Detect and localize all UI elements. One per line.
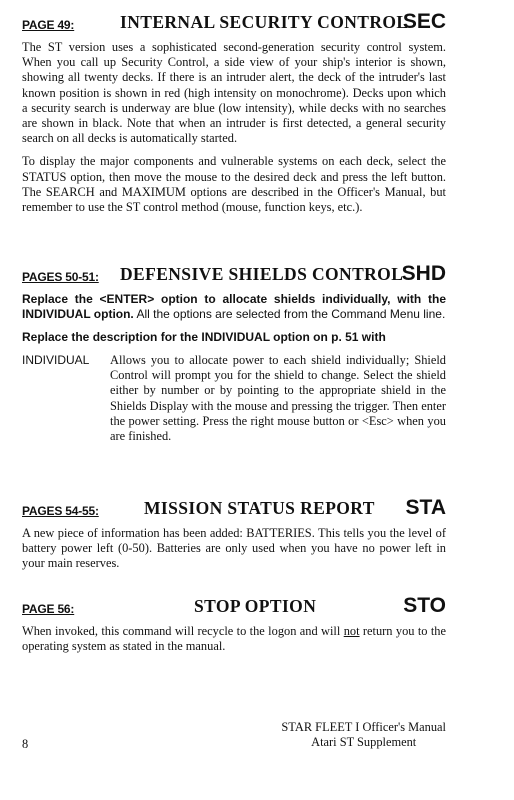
command-code: SHD [401,262,446,285]
footer-line: STAR FLEET I Officer's Manual [281,720,446,734]
section-mission-status [22,494,446,580]
definition-row [22,353,446,444]
section-title: DEFENSIVE SHIELDS CONTROL [120,264,404,284]
section-header [22,494,446,520]
section-header [22,260,446,286]
paragraph-rest: All the options are selected from the Command Menu line. [136,307,446,321]
section-header [22,8,446,34]
section-shields-control [22,260,446,444]
section-header [22,592,446,618]
text-part: When invoked, this command will recycle to the logon and will [22,624,344,638]
bold-instruction: Replace the <ENTER> option to allocate shields individually, with the INDIVIDUAL option. [22,292,446,321]
section-title: STOP OPTION [194,596,317,616]
section-title: INTERNAL SECURITY CONTROL [120,12,409,32]
paragraph [22,292,446,322]
footer-title [281,720,446,750]
footer-line: Atari ST Supplement [311,735,417,750]
underlined-word: not [343,624,360,638]
paragraph: The ST version uses a sophisticated second-generation security control system. When you call up Security Control, a side view of your ship's interior is shown, showing all twenty decks. If there is an intruder alert, the deck of the intruder's last known position is shown in red (high intensity on monochrome). Decks upon which a security search is underway are blue (low intensity), while decks with no searches are shown in black. Note that when an intruder is first detected, a general security search on all decks is automatically started. [22,40,446,146]
section-body [22,292,446,444]
definition-text: Allows you to allocate power to each shield individually; Shield Control will prompt you for the shield to change. Select the shield either by number or by pointing to the appropriate shield in the Shields Display with the mouse and pressing the trigger. Then enter the power setting. Press the right mouse button or <Esc> when you are finished. [110,353,446,444]
definition-term: INDIVIDUAL [22,353,90,367]
page-number: 8 [22,737,29,751]
paragraph: A new piece of information has been added: BATTERIES. This tells you the level of battery power left (0-50). Batteries are only used when you have no power left in your main reserves. [22,526,446,571]
command-code: SEC [402,10,446,33]
page-reference: PAGES 54-55: [22,504,99,518]
paragraph: Replace the description for the INDIVIDUAL option on p. 51 with [22,330,386,344]
page-reference: PAGES 50-51: [22,270,99,284]
section-security-control [22,8,446,223]
paragraph [22,624,446,654]
section-body [22,40,446,215]
text-part: return you to the operating system as stated in the manual. [22,624,446,654]
command-code: STO [403,594,446,617]
section-title: MISSION STATUS REPORT [144,498,375,518]
section-body [22,624,446,654]
page-reference: PAGE 49: [22,18,75,32]
paragraph: To display the major components and vulnerable systems on each deck, select the STATUS option, then move the mouse to the desired deck and press the left button. The SEARCH and MAXIMUM options are described in the Officer's Manual, but remember to use the ST control method (mouse, function keys, etc.). [22,154,446,215]
section-stop-option [22,592,446,662]
section-body [22,526,446,572]
page-reference: PAGE 56: [22,602,75,616]
command-code: STA [405,496,446,519]
